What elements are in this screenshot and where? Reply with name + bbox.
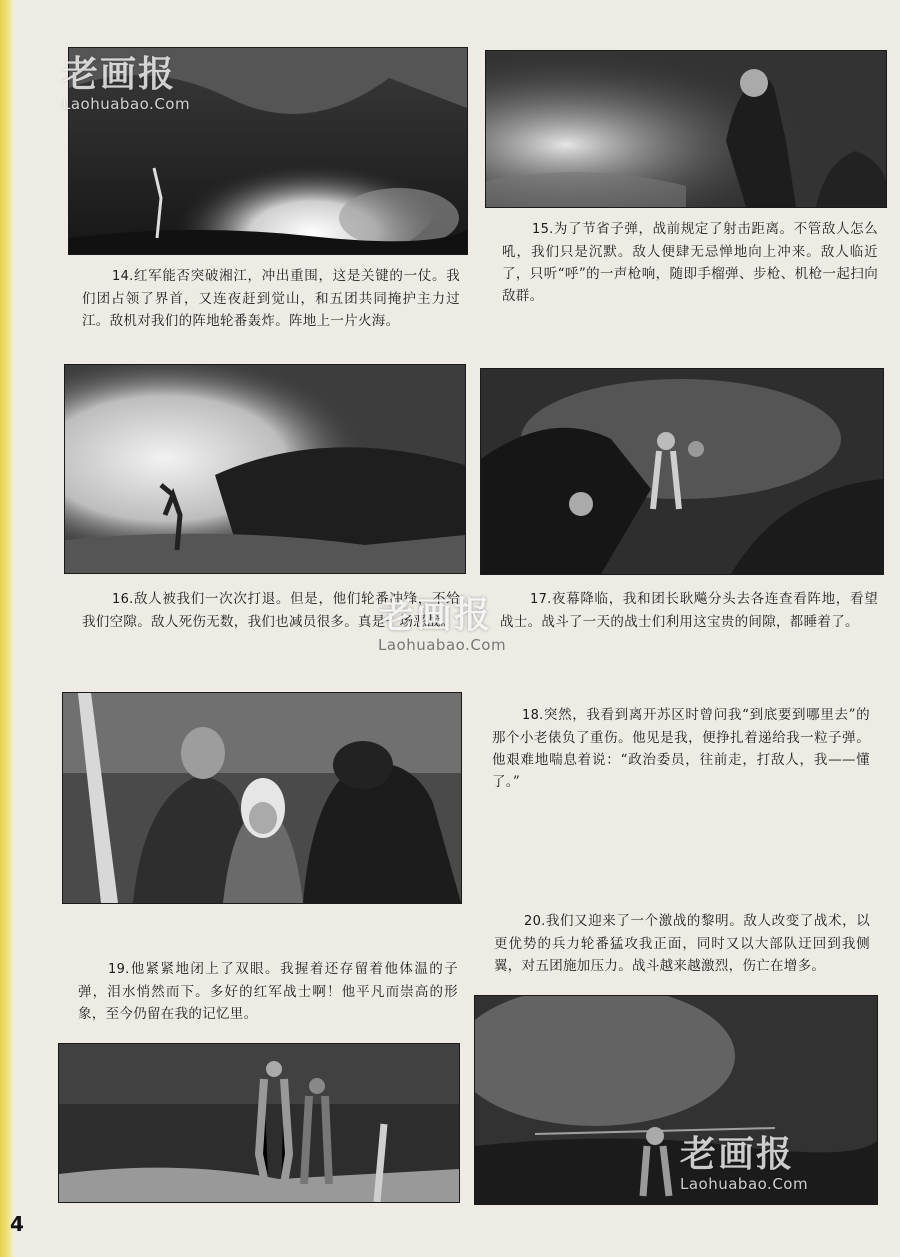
caption-17-number: 17.: [530, 592, 552, 607]
caption-18: [492, 704, 870, 793]
caption-20-text: 我们又迎来了一个激战的黎明。敌人改变了战术，以更优势的兵力轮番猛攻我正面，同时又以大部队迂回到我侧翼，对五团施加压力。战斗越来越激烈，伤亡在增多。: [494, 913, 870, 974]
panel-15-illustration: [485, 50, 887, 208]
caption-16-text: 敌人被我们一次次打退。但是，他们轮番冲锋，不给我们空隙。敌人死伤无数，我们也减员很多。真是一场恶战。: [82, 591, 460, 630]
caption-16: [82, 588, 460, 633]
watermark-url-text: Laohuabao.Com: [62, 95, 191, 113]
caption-14: [82, 265, 460, 332]
caption-14-number: 14.: [112, 269, 134, 284]
watermark-logo-text: 老画报: [378, 595, 493, 636]
caption-17: [500, 588, 878, 633]
panel-16-illustration: [64, 364, 466, 574]
caption-19-text: 他紧紧地闭上了双眼。我握着还存留着他体温的子弹，泪水悄然而下。多好的红军战士啊！他平凡而崇高的形象，至今仍留在我的记忆里。: [78, 961, 458, 1022]
caption-19: [78, 958, 458, 1025]
panel-19-illustration: [58, 1043, 460, 1203]
caption-15-text: 为了节省子弹，战前规定了射击距离。不管敌人怎么吼，我们只是沉默。敌人便肆无忌惮地向上冲来。敌人临近了，只听“呼”的一声枪响，随即手榴弹、步枪、机枪一起扫向敌群。: [502, 221, 878, 304]
caption-16-number: 16.: [112, 592, 134, 607]
caption-20-number: 20.: [524, 914, 546, 929]
caption-14-text: 红军能否突破湘江，冲出重围，这是关键的一仗。我们团占领了界首，又连夜赶到觉山，和五团共同掩护主力过江。敌机对我们的阵地轮番轰炸。阵地上一片火海。: [82, 268, 460, 329]
panel-18-illustration: [62, 692, 462, 904]
watermark-logo-text: 老画报: [680, 1134, 795, 1175]
caption-15-number: 15.: [532, 222, 554, 237]
binding-spine: [0, 0, 14, 1257]
caption-20: [494, 910, 870, 977]
watermark-url-text: Laohuabao.Com: [680, 1175, 809, 1193]
caption-17-text: 夜幕降临，我和团长耿飚分头去各连查看阵地，看望战士。战斗了一天的战士们利用这宝贵的间隙，都睡着了。: [500, 591, 878, 630]
caption-19-number: 19.: [108, 962, 130, 977]
panel-20-illustration: [474, 995, 878, 1205]
caption-18-text: 突然，我看到离开苏区时曾问我“到底要到哪里去”的那个小老俵负了重伤。他见是我，便挣扎着递给我一粒子弹。他艰难地喘息着说：“政治委员，往前走，打敌人，我——懂了。”: [492, 707, 870, 790]
panel-17-illustration: [480, 368, 884, 575]
watermark-logo-text: 老画报: [62, 54, 177, 95]
watermark-url-text: Laohuabao.Com: [378, 636, 507, 654]
caption-18-number: 18.: [522, 708, 544, 723]
panel-14-illustration: [68, 47, 468, 255]
caption-15: [502, 218, 878, 307]
page-number: 4: [10, 1212, 24, 1236]
